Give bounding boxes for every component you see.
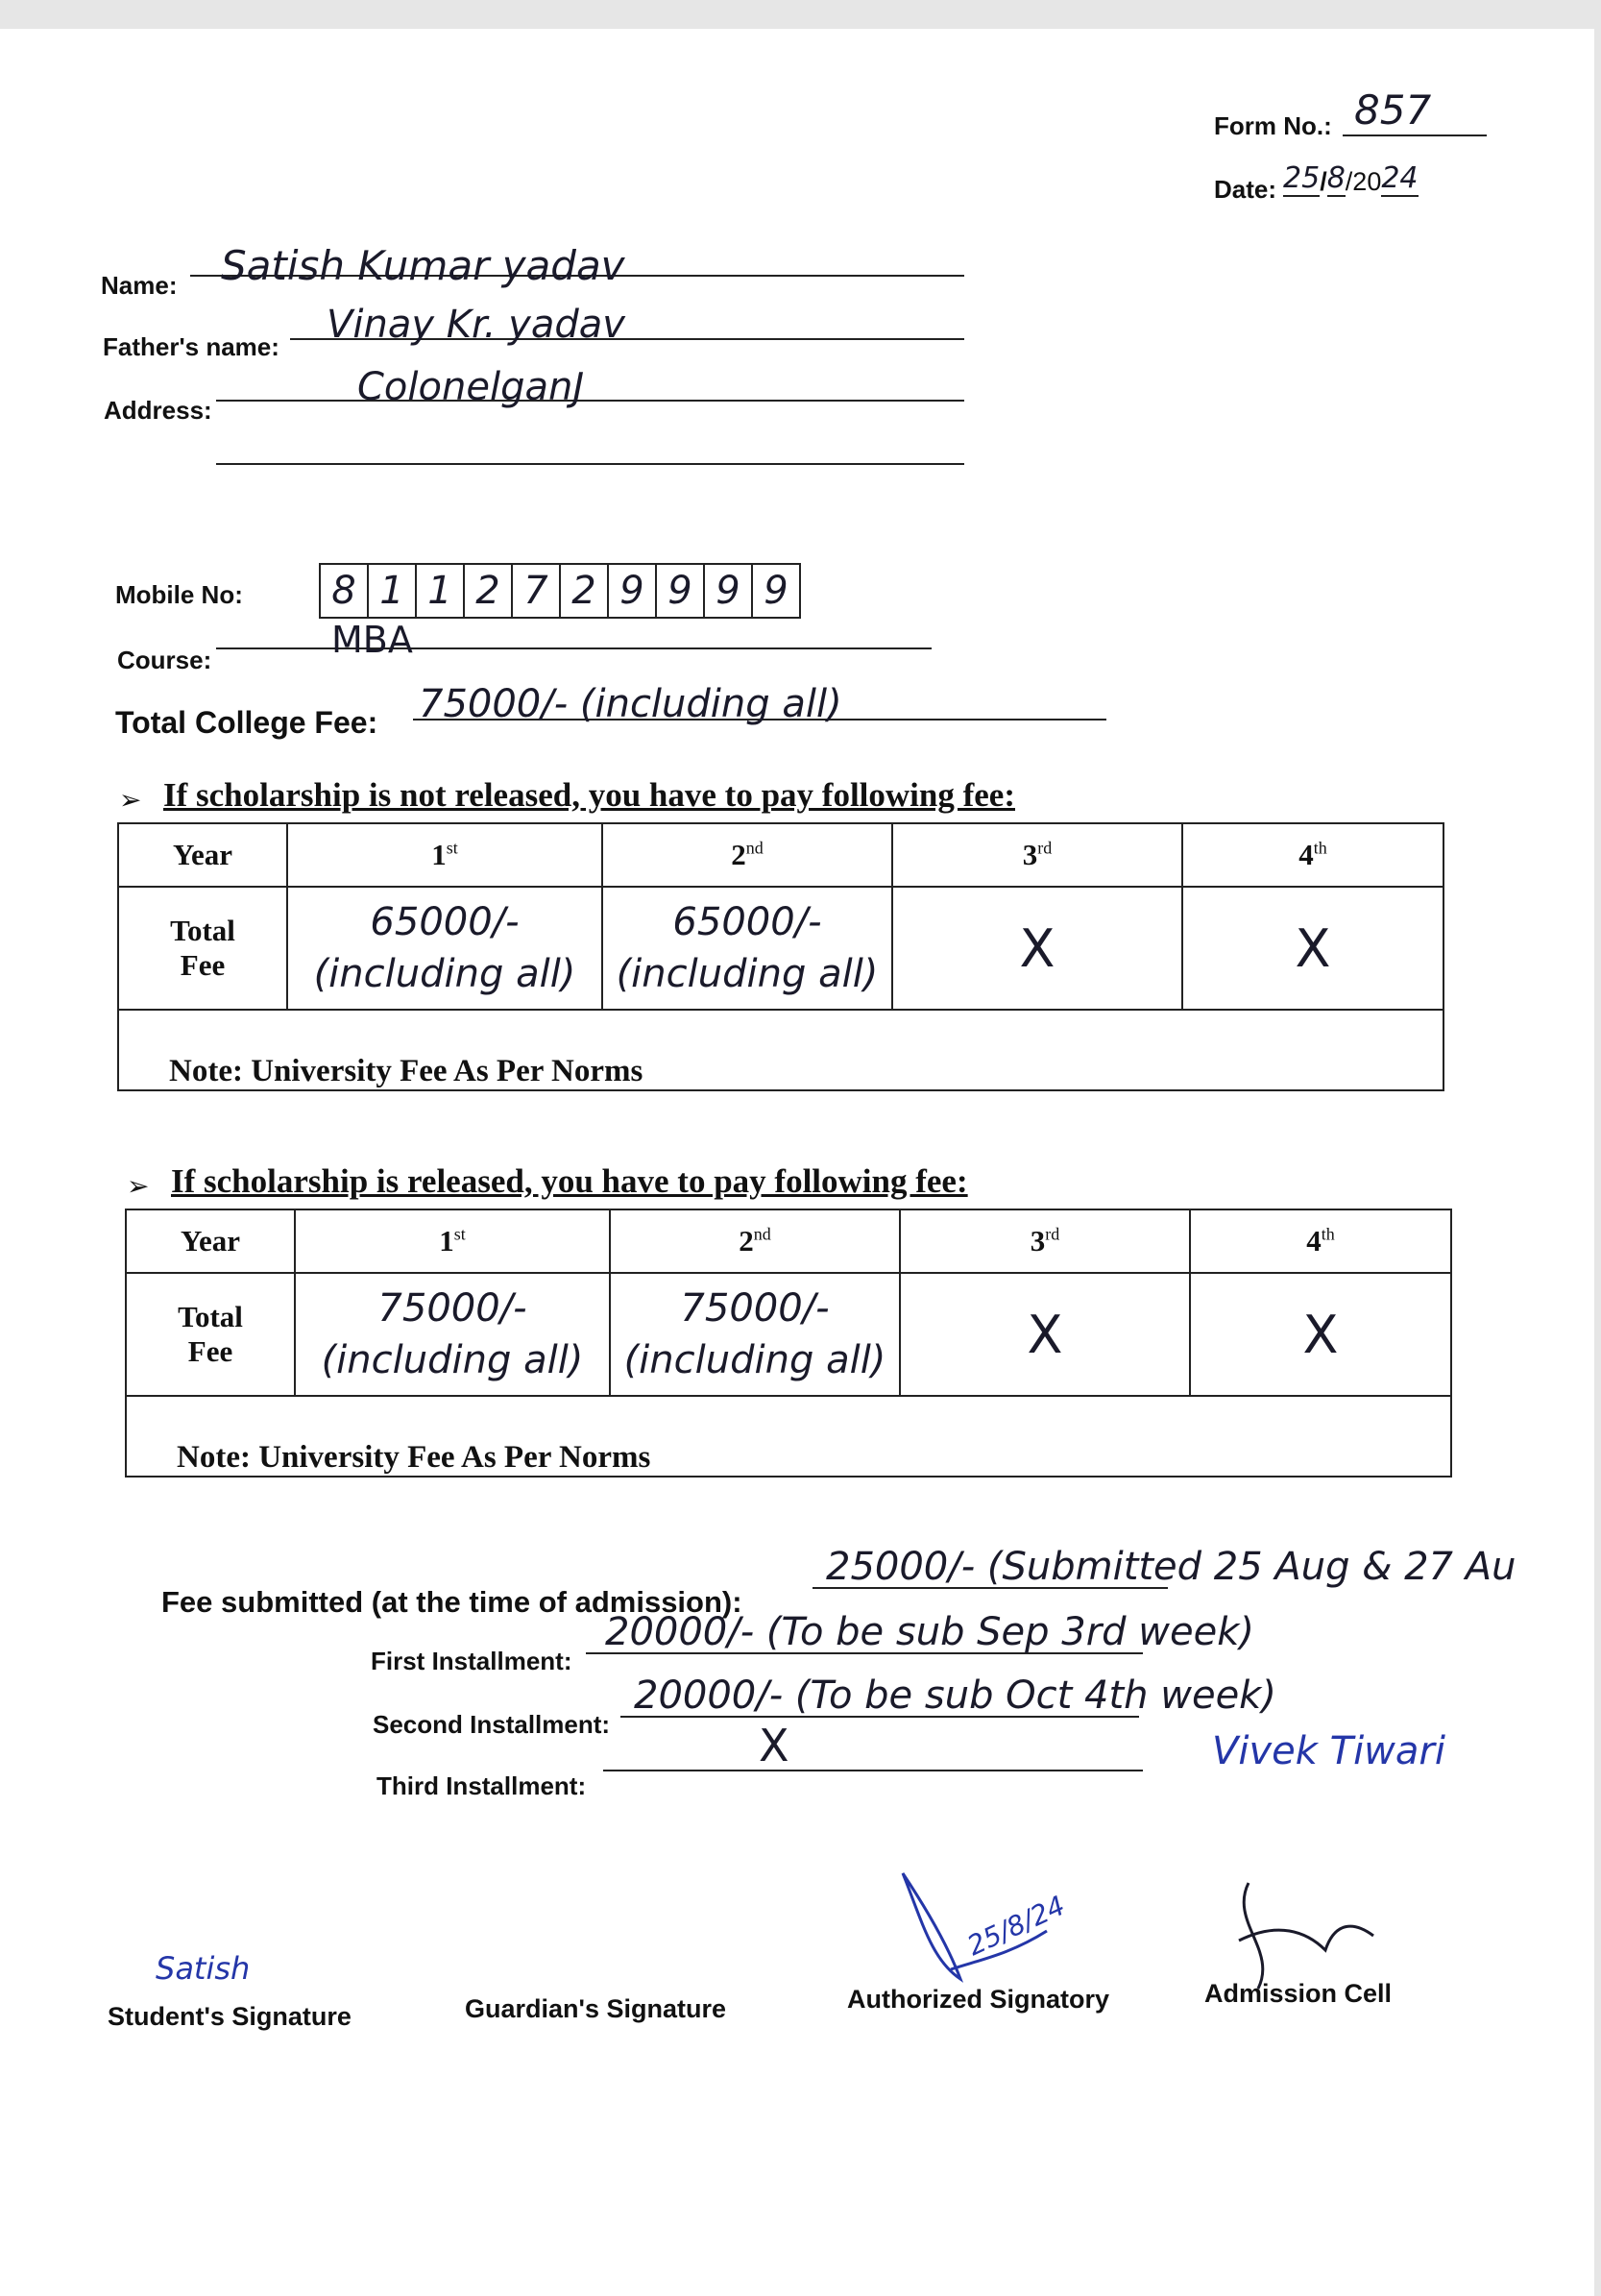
first-installment-value: 20000/- (To be sub Sep 3rd week) <box>605 1610 1254 1654</box>
year-num: 1 <box>439 1224 454 1258</box>
mobile-digit: 9 <box>609 565 657 617</box>
fee-amount: 75000/- <box>377 1286 527 1331</box>
mobile-digit: 2 <box>561 565 609 617</box>
second-installment-value: 20000/- (To be sub Oct 4th week) <box>634 1673 1276 1718</box>
year-num: 2 <box>739 1224 754 1258</box>
student-signature-mark: Satish <box>156 1950 251 1987</box>
mobile-digit: 8 <box>321 565 369 617</box>
fee-cell-year-2 <box>610 1273 900 1396</box>
form-no-value: 857 <box>1354 86 1432 134</box>
bullet-arrow-icon: ➢ <box>119 786 142 816</box>
fee-detail: (including all) <box>321 1338 584 1382</box>
total-fee-value: 75000/- (including all) <box>419 682 842 726</box>
row-label-line1: Total <box>170 914 235 947</box>
fee-amount: 75000/- <box>680 1286 830 1331</box>
first-installment-label: First Installment: <box>371 1647 572 1675</box>
cross-mark: X <box>1302 1304 1339 1365</box>
address-label: Address: <box>104 396 212 425</box>
father-name-value: Vinay Kr. yadav <box>327 303 625 347</box>
mobile-digit: 2 <box>465 565 513 617</box>
form-no-label: Form No.: <box>1214 111 1332 140</box>
year-column-3 <box>892 823 1182 887</box>
year-num: 3 <box>1022 838 1038 871</box>
authorized-signatory-label: Authorized Signatory <box>847 1985 1110 2014</box>
course-line <box>216 647 932 649</box>
date-month: 8 <box>1326 161 1346 195</box>
fee-cell-year-3 <box>900 1273 1190 1396</box>
fee-cell-year-2 <box>602 887 892 1010</box>
total-fee-label: Total College Fee: <box>115 705 378 740</box>
date-sep: / <box>1320 167 1327 196</box>
row-label-line2: Fee <box>180 948 226 982</box>
address-value: ColonelganJ <box>357 365 585 409</box>
row-label-line2: Fee <box>187 1334 233 1368</box>
year-num: 3 <box>1030 1224 1046 1258</box>
year-column-4 <box>1182 823 1443 887</box>
form-no-line <box>1343 134 1487 136</box>
admission-cell-label: Admission Cell <box>1204 1979 1393 2008</box>
cross-mark: X <box>1295 917 1331 979</box>
mobile-digit: 1 <box>369 565 417 617</box>
year-suffix: th <box>1321 1224 1335 1244</box>
date-day: 25 <box>1283 161 1321 195</box>
mobile-digit: 9 <box>657 565 705 617</box>
second-installment-label: Second Installment: <box>373 1710 611 1739</box>
mobile-label: Mobile No: <box>115 580 243 609</box>
row-label-line1: Total <box>178 1300 243 1333</box>
fee-detail: (including all) <box>313 952 576 996</box>
year-column-1 <box>287 823 602 887</box>
year-num: 2 <box>731 838 746 871</box>
year-suffix: nd <box>745 838 764 858</box>
mobile-digit: 1 <box>417 565 465 617</box>
year-column-4 <box>1190 1209 1451 1273</box>
fee-cell-year-1 <box>295 1273 610 1396</box>
fee-detail: (including all) <box>623 1338 886 1382</box>
bullet-arrow-icon: ➢ <box>127 1172 150 1202</box>
year-column-2 <box>610 1209 900 1273</box>
fee-table-not-released <box>117 822 1444 1091</box>
year-suffix: rd <box>1045 1224 1060 1244</box>
third-installment-label: Third Installment: <box>376 1771 587 1800</box>
year-num: 1 <box>431 838 447 871</box>
university-fee-note: Note: University Fee As Per Norms <box>118 1010 1443 1090</box>
year-suffix: st <box>446 838 458 858</box>
year-num: 4 <box>1306 1224 1322 1258</box>
fee-submitted-label: Fee submitted (at the time of admission): <box>161 1585 742 1619</box>
course-label: Course: <box>117 646 212 674</box>
total-fee-row-label <box>126 1273 295 1396</box>
total-fee-row-label <box>118 887 287 1010</box>
father-name-label: Father's name: <box>103 332 279 361</box>
date-year: 24 <box>1381 161 1419 195</box>
fee-cell-year-1 <box>287 887 602 1010</box>
fee-table-released <box>125 1209 1452 1478</box>
guardian-signature-label: Guardian's Signature <box>465 1994 726 2023</box>
date-century: /20 <box>1345 167 1382 196</box>
admission-cell-signature-scribble <box>1220 1864 1393 1998</box>
cross-mark: X <box>1027 1304 1063 1365</box>
year-column-1 <box>295 1209 610 1273</box>
third-installment-line <box>603 1770 1143 1771</box>
fee-cell-year-4 <box>1190 1273 1451 1396</box>
year-suffix: th <box>1313 838 1327 858</box>
mobile-digit: 9 <box>705 565 753 617</box>
cross-mark: X <box>1019 917 1055 979</box>
year-header: Year <box>118 823 287 887</box>
counsellor-name-note: Vivek Tiwari <box>1212 1729 1445 1773</box>
course-value: MBA <box>331 619 413 661</box>
fee-amount: 65000/- <box>370 900 520 944</box>
year-column-2 <box>602 823 892 887</box>
authorized-signature-date: 25/8/24 <box>962 1889 1070 1963</box>
year-suffix: rd <box>1037 838 1053 858</box>
name-label: Name: <box>101 271 178 300</box>
year-header: Year <box>126 1209 295 1273</box>
year-num: 4 <box>1298 838 1314 871</box>
date-field <box>1283 161 1419 197</box>
admission-form-page <box>0 29 1594 2296</box>
fee-amount: 65000/- <box>672 900 822 944</box>
mobile-digit: 7 <box>513 565 561 617</box>
fee-detail: (including all) <box>616 952 879 996</box>
name-value: Satish Kumar yadav <box>221 242 625 289</box>
fee-cell-year-3 <box>892 887 1182 1010</box>
address-line-2 <box>216 463 964 465</box>
date-label: Date: <box>1214 175 1277 204</box>
mobile-digit: 9 <box>764 569 788 613</box>
fee-cell-year-4 <box>1182 887 1443 1010</box>
fee-submitted-value: 25000/- (Submitted 25 Aug & 27 Au <box>826 1545 1516 1589</box>
section-heading-not-released: If scholarship is not released, you have to pay following fee: <box>163 776 1015 814</box>
year-suffix: st <box>453 1224 466 1244</box>
third-installment-cross: X <box>759 1720 789 1771</box>
section-heading-released: If scholarship is released, you have to pay following fee: <box>171 1162 968 1200</box>
year-suffix: nd <box>753 1224 771 1244</box>
year-column-3 <box>900 1209 1190 1273</box>
mobile-digit-boxes <box>319 563 801 619</box>
address-line-1 <box>216 400 964 402</box>
student-signature-label: Student's Signature <box>108 2002 352 2031</box>
university-fee-note: Note: University Fee As Per Norms <box>126 1396 1451 1477</box>
